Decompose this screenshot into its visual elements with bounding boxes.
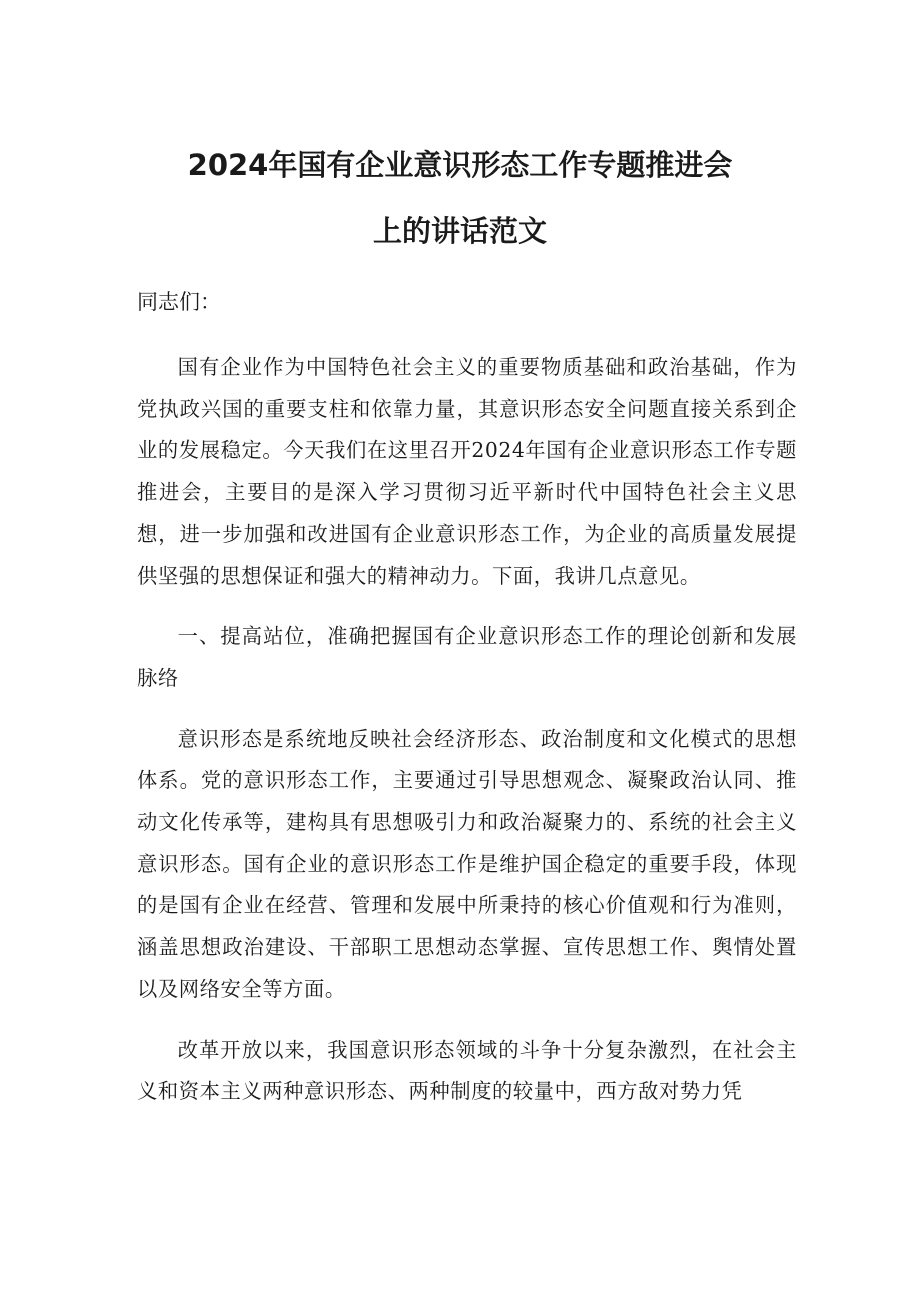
section-heading-1: 一、提高站位，准确把握国有企业意识形态工作的理论创新和发展脉络 [137,624,797,690]
document-body [137,347,797,1113]
salutation: 同志们： [137,290,221,314]
paragraph-ideology-definition: 意识形态是系统地反映社会经济形态、政治制度和文化模式的思想体系。党的意识形态工作，主要通过引导思想观念、凝聚政治认同、推动文化传承等，建构具有思想吸引力和政治凝聚力的、系统的社会主义意识形态。国有企业的意识形态工作是维护国企稳定的重要手段，体现的是国有企业在经营、管理和发展中所秉持的核心价值观和行为准则，涵盖思想政治建设、干部职工思想动态掌握、宣传思想工作、舆情处置以及网络安全等方面。 [137,726,797,1001]
document-title-line-2: 上的讲话范文 [372,214,547,248]
paragraph-intro: 国有企业作为中国特色社会主义的重要物质基础和政治基础，作为党执政兴国的重要支柱和依靠力量，其意识形态安全问题直接关系到企业的发展稳定。今天我们在这里召开2024年国有企业意识形态工作专题推进会，主要目的是深入学习贯彻习近平新时代中国特色社会主义思想，进一步加强和改进国有企业意识形态工作，为企业的高质量发展提供坚强的思想保证和强大的精神动力。下面，我讲几点意见。 [137,355,797,588]
document-title-line-1: 2024年国有企业意识形态工作专题推进会 [187,148,733,182]
paragraph-reform-opening: 改革开放以来，我国意识形态领域的斗争十分复杂激烈，在社会主义和资本主义两种意识形态、两种制度的较量中，西方敌对势力凭 [137,1037,797,1104]
